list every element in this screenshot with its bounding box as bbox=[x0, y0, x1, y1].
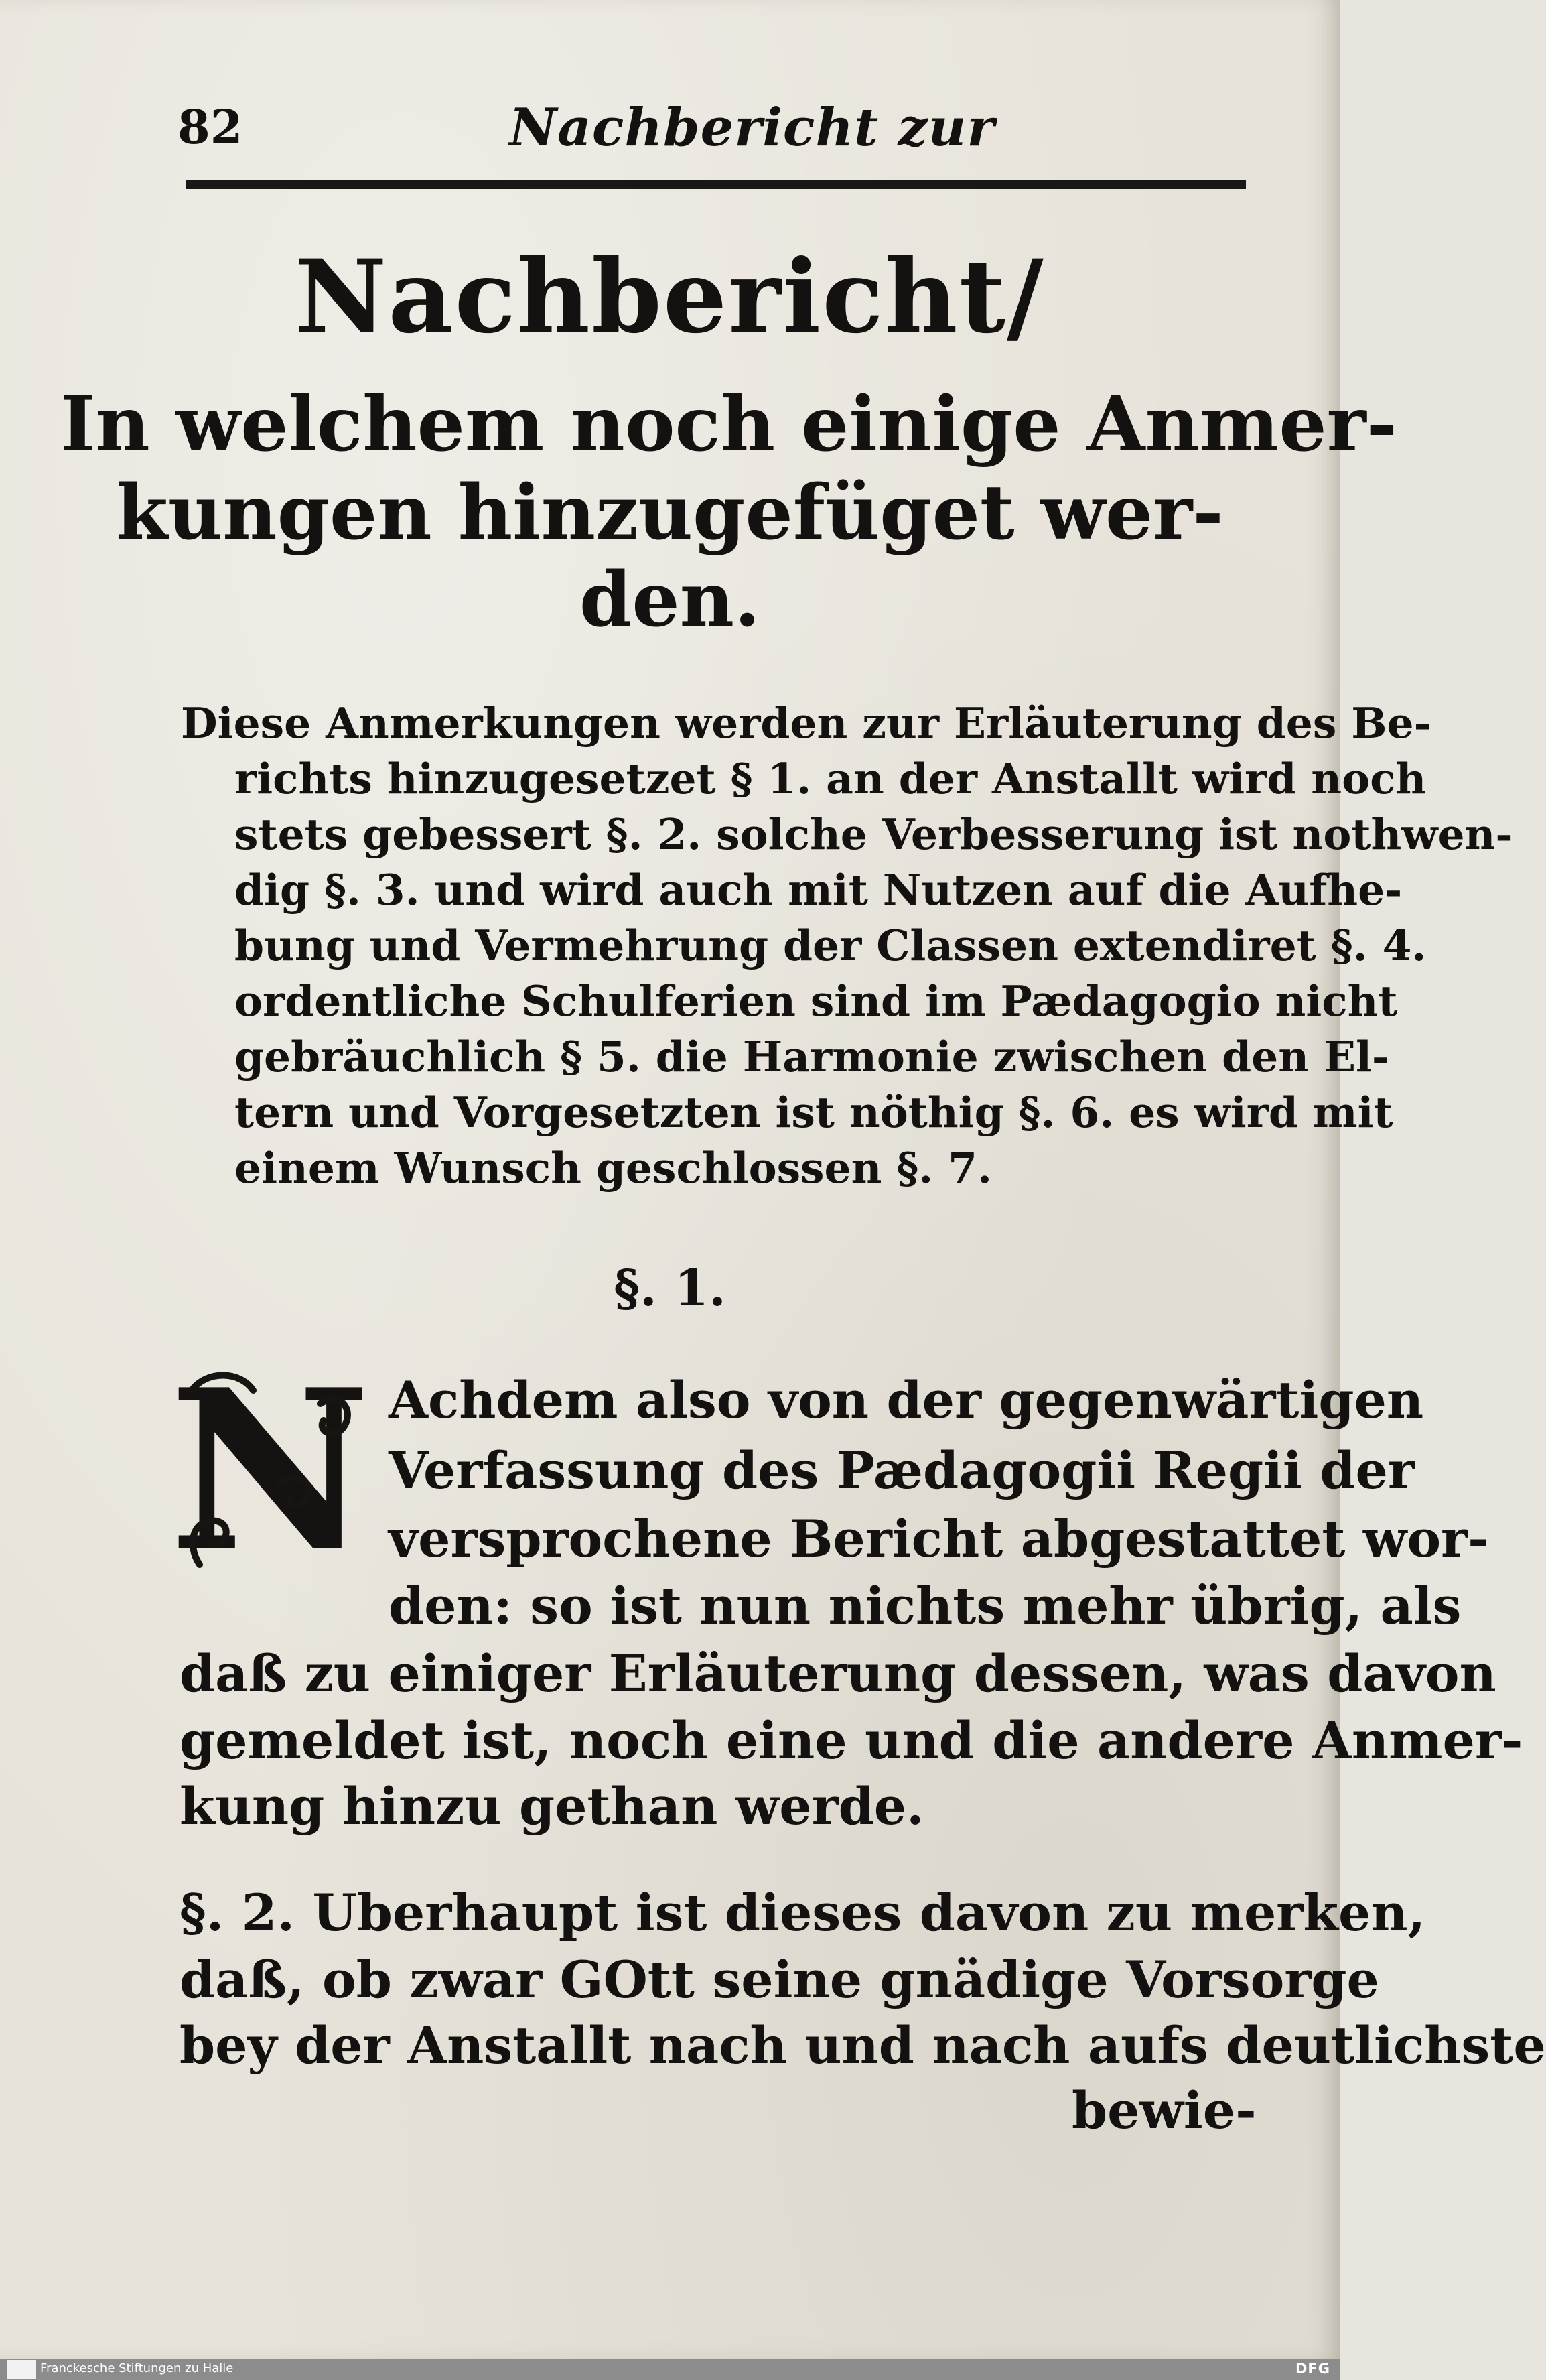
main-title: Nachbericht/ bbox=[295, 238, 1045, 356]
summary-line-1: Diese Anmerkungen werden zur Erläuterung des Be- bbox=[181, 698, 1431, 748]
section-1-line-6: gemeldet ist, noch eine und die andere Anmer- bbox=[180, 1711, 1523, 1770]
summary-line-8: tern und Vorgesetzten ist nöthig §. 6. es wird mit bbox=[234, 1087, 1393, 1137]
catchword: bewie- bbox=[1072, 2080, 1257, 2140]
header-rule bbox=[186, 180, 1246, 189]
drop-cap-letter: N bbox=[169, 1341, 371, 1601]
section-2-line-1: §. 2. Uberhaupt ist dieses davon zu merken, bbox=[180, 1883, 1426, 1942]
summary-line-7: gebräuchlich § 5. die Harmonie zwischen den El- bbox=[234, 1032, 1390, 1081]
dfg-logo: DFG bbox=[1295, 2361, 1330, 2377]
summary-line-6: ordentliche Schulferien sind im Pædagogio nicht bbox=[234, 976, 1398, 1026]
section-1-line-5: daß zu einiger Erläuterung dessen, was davon bbox=[180, 1644, 1496, 1703]
running-head: Nachbericht zur bbox=[509, 97, 995, 158]
section-2-line-3: bey der Anstallt nach und nach aufs deutlichste bbox=[180, 2015, 1546, 2075]
institution-name: Franckesche Stiftungen zu Halle bbox=[40, 2361, 234, 2375]
section-2-line-2: daß, ob zwar GOtt seine gnädige Vorsorge bbox=[180, 1950, 1379, 2009]
section-1-line-7: kung hinzu gethan werde. bbox=[180, 1776, 924, 1836]
summary-line-9: einem Wunsch geschlossen §. 7. bbox=[234, 1143, 992, 1193]
subtitle-line-2: kungen hinzugefüget wer- bbox=[116, 469, 1224, 557]
section-1-line-3: versprochene Bericht abgestattet wor- bbox=[389, 1509, 1489, 1569]
page-number: 82 bbox=[178, 99, 243, 155]
institution-logo-icon bbox=[7, 2360, 36, 2379]
section-heading: §. 1. bbox=[614, 1260, 726, 1317]
summary-line-3: stets gebessert §. 2. solche Verbesserung ist nothwen- bbox=[234, 809, 1513, 859]
initial-ornament-icon bbox=[180, 1364, 360, 1578]
summary-line-5: bung und Vermehrung der Classen extendiret §. 4. bbox=[234, 921, 1427, 970]
section-1-line-1: Achdem also von der gegenwärtigen bbox=[389, 1370, 1424, 1430]
section-1-line-2: Verfassung des Pædagogii Regii der bbox=[389, 1441, 1415, 1500]
decorated-initial bbox=[169, 1341, 371, 1601]
subtitle-line-3: den. bbox=[579, 556, 760, 644]
summary-line-2: richts hinzugesetzet § 1. an der Anstallt wird noch bbox=[234, 754, 1427, 803]
subtitle-line-1: In welchem noch einige Anmer- bbox=[60, 381, 1398, 468]
section-1-line-4: den: so ist nun nichts mehr übrig, als bbox=[389, 1576, 1462, 1636]
summary-line-4: dig §. 3. und wird auch mit Nutzen auf die Aufhe- bbox=[234, 865, 1403, 915]
